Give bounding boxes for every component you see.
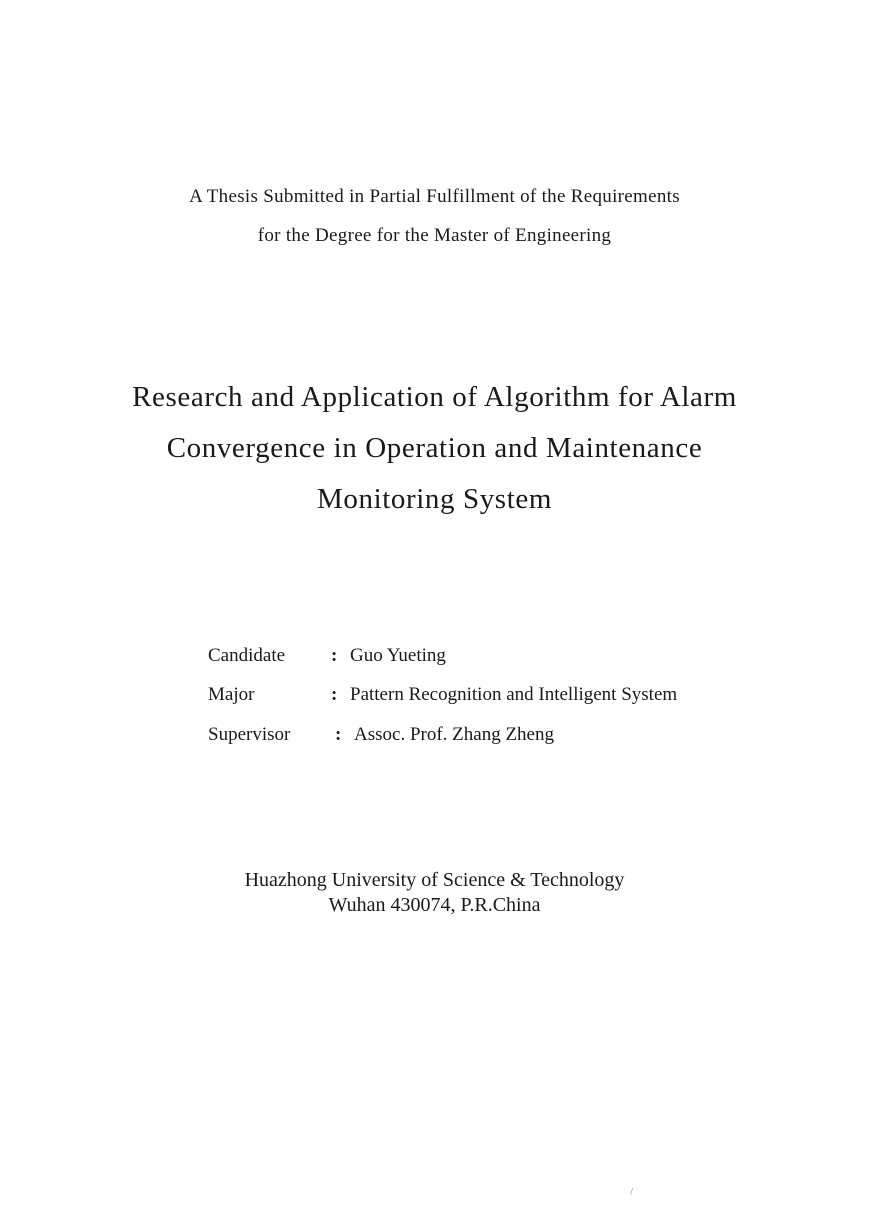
university-name: Huazhong University of Science & Technology: [244, 869, 625, 891]
thesis-title-line-2: Convergence in Operation and Maintenance: [166, 432, 703, 464]
thesis-title-line-3: Monitoring System: [317, 483, 552, 515]
thesis-statement-line-1: A Thesis Submitted in Partial Fulfillment of the Requirements: [189, 186, 680, 207]
university-address: Wuhan 430074, P.R.China: [328, 894, 541, 916]
supervisor-value: Assoc. Prof. Zhang Zheng: [354, 724, 554, 745]
major-label: Major: [208, 684, 255, 705]
footer-mark: /: [630, 1184, 634, 1198]
supervisor-label: Supervisor: [208, 724, 291, 745]
thesis-statement-line-2: for the Degree for the Master of Engineering: [257, 225, 612, 246]
thesis-title-line-1: Research and Application of Algorithm for Alarm: [132, 381, 737, 413]
supervisor-colon: :: [335, 724, 342, 745]
candidate-colon: :: [331, 645, 338, 666]
major-colon: :: [331, 684, 338, 705]
candidate-value: Guo Yueting: [350, 645, 446, 666]
major-value: Pattern Recognition and Intelligent System: [350, 684, 678, 705]
candidate-label: Candidate: [208, 645, 286, 666]
